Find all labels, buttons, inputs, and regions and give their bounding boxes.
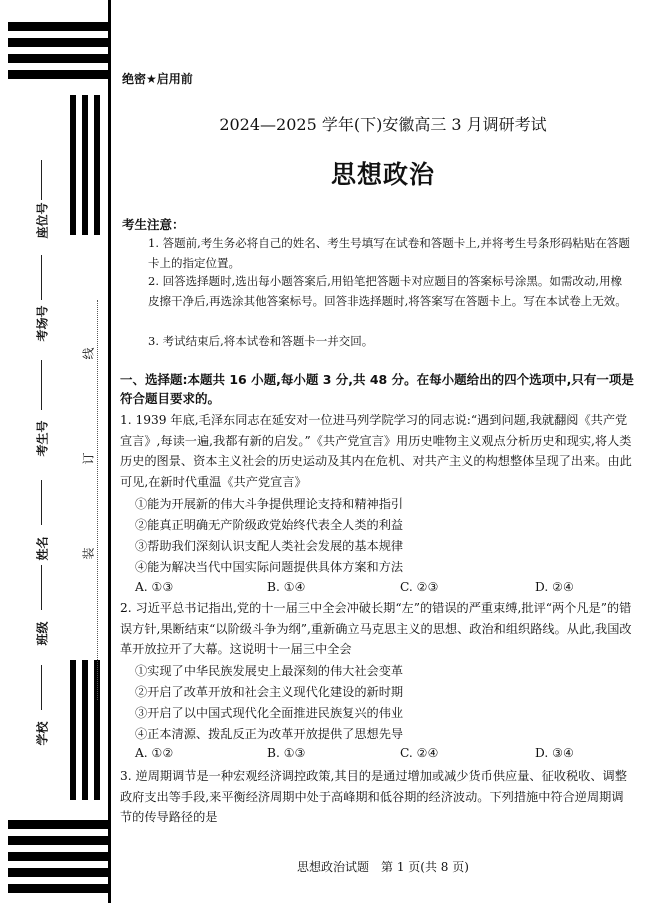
stripe-bar <box>82 660 88 800</box>
stripe-bar <box>70 660 76 800</box>
subject-title: 思想政治 <box>330 160 435 189</box>
field-label-student-id: 考生号 <box>35 420 50 457</box>
stripe-bar <box>8 836 110 845</box>
question-option: ①实现了中华民族发展史上最深刻的伟大社会变革 <box>135 664 404 678</box>
question-option: ④正本清源、拨乱反正为改革开放提供了思想先导 <box>135 727 404 741</box>
stripe-bar <box>8 852 110 861</box>
cut-dotted-line <box>97 300 98 700</box>
page-footer: 思想政治试题 第 1 页(共 8 页) <box>297 860 469 874</box>
stripe-bar <box>8 22 110 31</box>
stripe-bar <box>8 868 110 877</box>
choice-b: B. ①③ <box>267 746 306 760</box>
question-stem: 3. 逆周期调节是一种宏观经济调控政策,其目的是通过增加或减少货币供应量、征收税收、调整政府支出等手段,来平衡经济周期中处于高峰期和低谷期的经济波动。下列措施中符合逆周期调节的传导路径的是 <box>120 769 627 824</box>
choice-a: A. ①③ <box>135 580 174 594</box>
choice-b: B. ①④ <box>267 580 306 594</box>
stripe-bar <box>8 820 110 829</box>
notice-heading: 考生注意： <box>122 217 185 232</box>
field-line <box>41 480 42 525</box>
choice-c: C. ②③ <box>400 580 439 594</box>
binding-sidebar <box>0 0 112 903</box>
field-label-name: 姓名 <box>35 536 50 561</box>
question-option: ③开启了以中国式现代化全面推进民族复兴的伟业 <box>135 706 404 720</box>
stripe-bar <box>8 70 110 79</box>
bind-word-ding: 订 <box>81 452 96 465</box>
field-line <box>41 665 42 710</box>
choice-d: D. ③④ <box>535 746 574 760</box>
stripe-bar <box>82 95 88 235</box>
choice-c: C. ②④ <box>400 746 439 760</box>
field-label-school: 学校 <box>35 721 50 746</box>
choice-d: D. ②④ <box>535 580 574 594</box>
field-label-class: 班级 <box>35 621 50 646</box>
stripe-bar <box>108 0 111 903</box>
field-line <box>41 255 42 300</box>
choice-a: A. ①② <box>135 746 174 760</box>
stripe-bar <box>8 38 110 47</box>
confidential-mark: 绝密★启用前 <box>122 72 193 86</box>
stripe-bar <box>8 884 110 893</box>
question-option: ④能为解决当代中国实际问题提供具体方案和方法 <box>135 560 404 574</box>
stripe-bar <box>70 95 76 235</box>
bind-word-zhuang: 装 <box>81 547 96 560</box>
field-label-exam-room: 考场号 <box>35 305 50 342</box>
stripe-bar <box>8 54 110 63</box>
field-label-seat: 座位号 <box>35 202 50 239</box>
bind-word-xian: 线 <box>81 347 96 360</box>
question-option: ②能真正明确无产阶级政党始终代表全人类的利益 <box>135 518 404 532</box>
exam-title: 2024—2025 学年(下)安徽高三 3 月调研考试 <box>219 115 547 134</box>
field-line <box>41 360 42 410</box>
field-line <box>41 160 42 200</box>
notice-item: 3. 考试结束后,将本试卷和答题卡一并交回。 <box>148 334 374 348</box>
stripe-bar <box>94 95 100 235</box>
question-stem: 2. 习近平总书记指出,党的十一届三中全会冲破长期“左”的错误的严重束缚,批评“两个凡是”的错误方针,果断结束“以阶级斗争为纲”,重新确立马克思主义的思想、政治和组织路线。从此,我国改革开放拉开了大幕。这说明十一届三中全会 <box>120 601 632 656</box>
notice-item: 2. 回答选择题时,选出每小题答案后,用铅笔把答题卡对应题目的答案标号涂黑。如需改动,用橡皮擦干净后,再选涂其他答案标号。回答非选择题时,将答案写在答题卡上。写在本试卷上无效。 <box>148 274 627 308</box>
notice-item: 1. 答题前,考生务必将自己的姓名、考生号填写在试卷和答题卡上,并将考生号条形码粘贴在答题卡上的指定位置。 <box>148 236 630 270</box>
question-stem: 1. 1939 年底,毛泽东同志在延安对一位进马列学院学习的同志说:“遇到问题,我就翻阅《共产党宣言》,每读一遍,我都有新的启发。”《共产党宣言》用历史唯物主义观点分析历史和现实,将人类历史的图景、资本主义社会的历史运动及其内在危机、对共产主义的构想整体呈现了出来。由此可见,在新时代重温《共产党宣言》 <box>120 413 632 489</box>
section-heading: 一、选择题:本题共 16 小题,每小题 3 分,共 48 分。在每小题给出的四个选项中,只有一项是符合题目要求的。 <box>120 372 634 406</box>
question-option: ③帮助我们深刻认识支配人类社会发展的基本规律 <box>135 539 404 553</box>
question-option: ②开启了改革开放和社会主义现代化建设的新时期 <box>135 685 404 699</box>
field-line <box>41 565 42 610</box>
question-option: ①能为开展新的伟大斗争提供理论支持和精神指引 <box>135 497 404 511</box>
